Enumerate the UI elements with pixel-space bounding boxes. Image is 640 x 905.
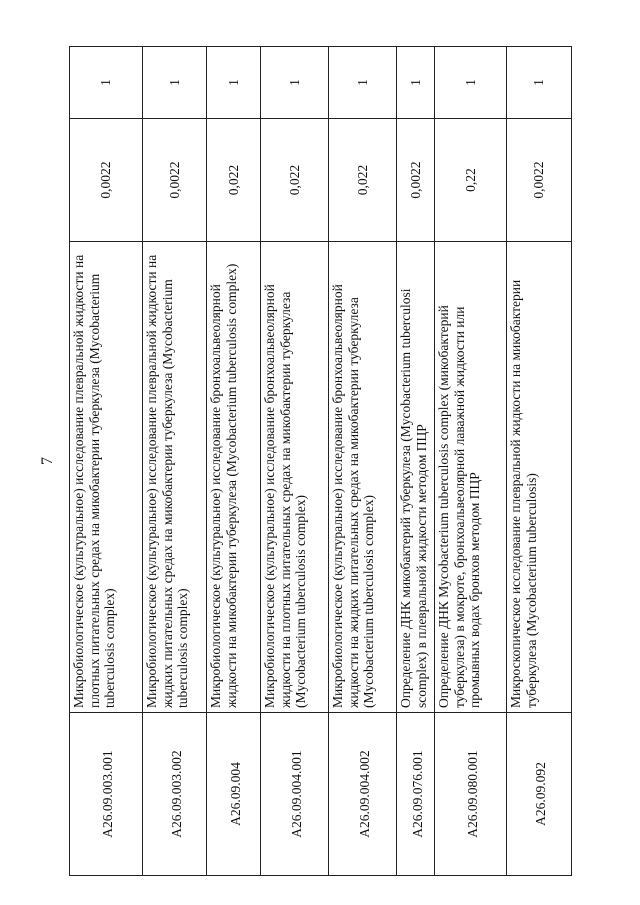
multiplicity-value: 1 [207, 47, 261, 119]
service-code: A26.09.003.001 [70, 713, 143, 876]
service-name: Микроскопическое исследование плевральной жидкости на микобактерии туберкулеза (Mycobacterium tuberculosis) [507, 242, 572, 713]
service-name: Микробиологическое (культуральное) исследование плевральной жидкости на плотных питательных средах на микобактерии туберкулеза (Mycobacterium tuberculosis complex) [70, 242, 143, 713]
service-name: Микробиологическое (культуральное) исследование бронхоальвеолярной жидкости на микобактерии туберкулеза (Mycobacterium tuberculosis complex) [207, 242, 261, 713]
table-row [397, 47, 435, 876]
page-number: 7 [39, 457, 56, 465]
service-name: Микробиологическое (культуральное) исследование бронхоальвеолярной жидкости на жидких питательных средах на микобактерии туберкулеза (Mycobacterium tuberculosis complex) [329, 242, 397, 713]
frequency-value: 0,0022 [143, 119, 207, 242]
multiplicity-value: 1 [70, 47, 143, 119]
table-row [507, 47, 572, 876]
table-row [329, 47, 397, 876]
service-code: A26.09.092 [507, 713, 572, 876]
table-row [261, 47, 329, 876]
service-name: Определение ДНК Mycobacterium tuberculosis complex (микобактерий туберкулеза) в мокроте, бронхоальвеолярной лаважной жидкости или промывных водах бронхов методом ПЦР [435, 242, 507, 713]
frequency-value: 0,0022 [397, 119, 435, 242]
frequency-value: 0,0022 [507, 119, 572, 242]
multiplicity-value: 1 [397, 47, 435, 119]
frequency-value: 0,022 [207, 119, 261, 242]
multiplicity-value: 1 [435, 47, 507, 119]
service-name: Определение ДНК микобактерий туберкулеза (Mycobacterium tuberculosi scomplex) в плевральной жидкости методом ПЦР [397, 242, 435, 713]
table-row [70, 47, 143, 876]
multiplicity-value: 1 [507, 47, 572, 119]
service-name: Микробиологическое (культуральное) исследование плевральной жидкости на жидких питательных средах на микобактерии туберкулеза (Mycobacterium tuberculosis complex) [143, 242, 207, 713]
service-name: Микробиологическое (культуральное) исследование бронхоальвеолярной жидкости на плотных питательных средах на микобактерии туберкулеза (Mycobacterium tuberculosis complex) [261, 242, 329, 713]
multiplicity-value: 1 [329, 47, 397, 119]
rotated-table-wrapper [69, 46, 571, 876]
frequency-value: 0,0022 [70, 119, 143, 242]
frequency-value: 0,022 [261, 119, 329, 242]
multiplicity-value: 1 [143, 47, 207, 119]
service-code: A26.09.076.001 [397, 713, 435, 876]
service-code: A26.09.004.002 [329, 713, 397, 876]
frequency-value: 0,022 [329, 119, 397, 242]
multiplicity-value: 1 [261, 47, 329, 119]
service-code: A26.09.004 [207, 713, 261, 876]
services-table [69, 46, 572, 876]
service-code: A26.09.080.001 [435, 713, 507, 876]
frequency-value: 0,22 [435, 119, 507, 242]
service-code: A26.09.004.001 [261, 713, 329, 876]
table-row [435, 47, 507, 876]
table-row [207, 47, 261, 876]
service-code: A26.09.003.002 [143, 713, 207, 876]
table-row [143, 47, 207, 876]
